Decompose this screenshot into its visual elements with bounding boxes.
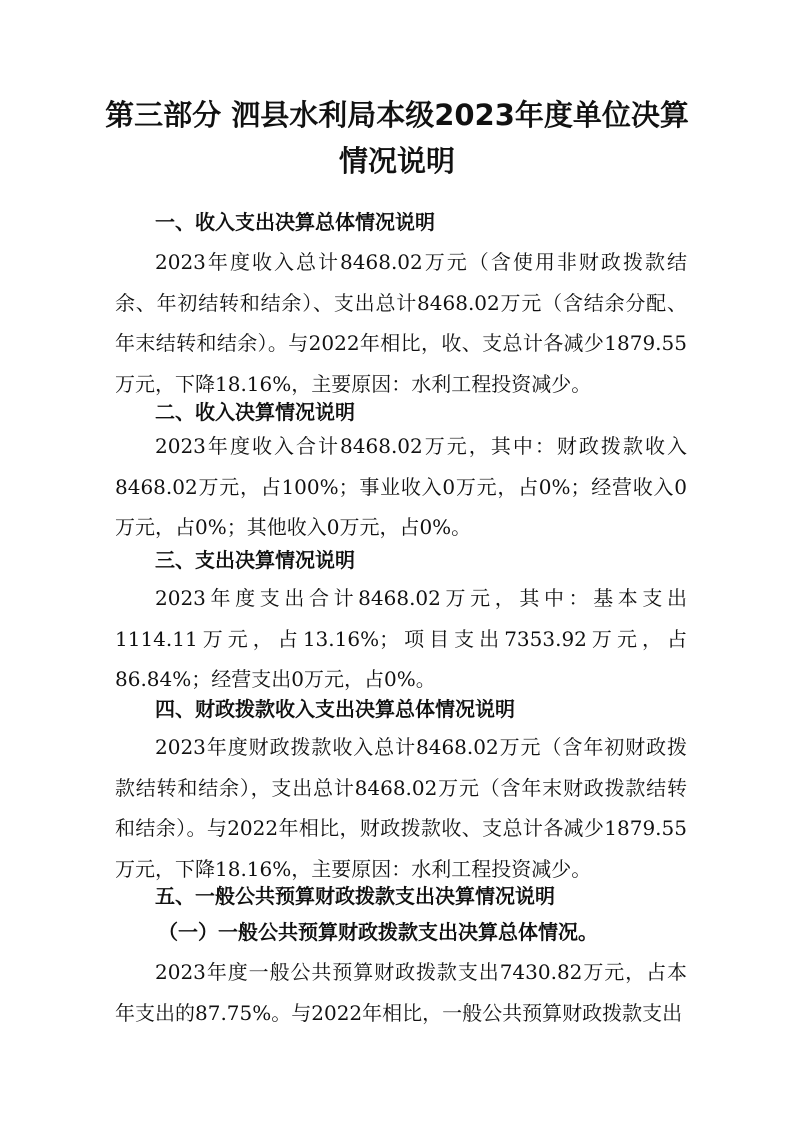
section-2-paragraph: 2023年度收入合计8468.02万元，其中：财政拨款收入8468.02万元，占100%；事业收入0万元，占0%；经营收入0万元，占0%；其他收入0万元，占0%。 [115, 434, 687, 539]
document-title-line-2: 情况说明 [338, 144, 455, 178]
section-1-heading: 一、收入支出决算总体情况说明 [155, 210, 435, 234]
section-5-paragraph: 2023年度一般公共预算财政拨款支出7430.82万元，占本年支出的87.75%。与2022年相比，一般公共预算财政拨款支出 [115, 960, 687, 1025]
section-3-paragraph: 2023年度支出合计8468.02万元，其中：基本支出1114.11万元，占13.16%；项目支出7353.92万元，占86.84%；经营支出0万元，占0%。 [115, 586, 687, 691]
section-3-heading: 三、支出决算情况说明 [155, 548, 355, 572]
section-4-heading: 四、财政拨款收入支出决算总体情况说明 [155, 697, 515, 721]
section-5-subheading: （一）一般公共预算财政拨款支出决算总体情况。 [158, 920, 598, 944]
section-5-heading: 五、一般公共预算财政拨款支出决算情况说明 [155, 884, 555, 908]
section-2-heading: 二、收入决算情况说明 [155, 400, 355, 424]
section-4-paragraph: 2023年度财政拨款收入总计8468.02万元（含年初财政拨款结转和结余），支出总计8468.02万元（含年末财政拨款结转和结余）。与2022年相比，财政拨款收、支总计各减少1879.55万元，下降18.16%，主要原因：水利工程投资减少。 [115, 735, 687, 881]
document-title-line-1: 第三部分 泗县水利局本级2023年度单位决算 [105, 98, 689, 132]
section-1-paragraph: 2023年度收入总计8468.02万元（含使用非财政拨款结余、年初结转和结余）、支出总计8468.02万元（含结余分配、年末结转和结余）。与2022年相比，收、支总计各减少1879.55万元，下降18.16%，主要原因：水利工程投资减少。 [115, 250, 687, 396]
